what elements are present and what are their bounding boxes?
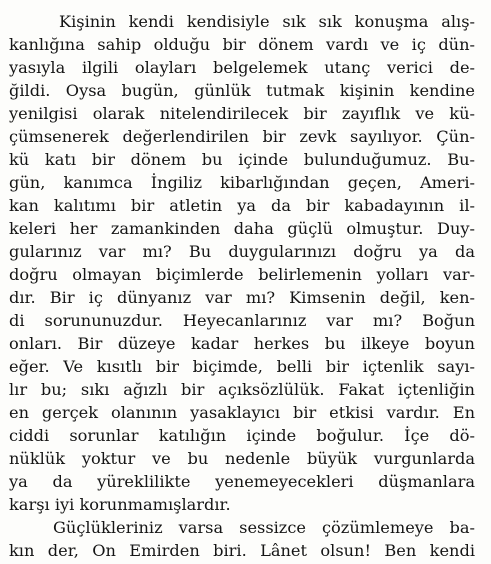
text-line: karşı iyi korunmamışlardır. (9, 495, 231, 514)
text-line: keleri her zamankinden daha güçlü olmuştur. Duy- (9, 219, 475, 238)
text-line: en gerçek olanının yasaklayıcı bir etkisi vardır. En (9, 403, 475, 422)
text-line: kın der, On Emirden biri. Lânet olsun! Ben kendi (9, 541, 475, 560)
text-line: çümsenerek değerlendirilen bir zevk sayılıyor. Çün- (9, 127, 475, 146)
text-line: kan kalıtımı bir atletin ya da bir kabadayının il- (9, 196, 475, 215)
text-line: dır. Bir iç dünyanız var mı? Kimsenin değil, ken- (9, 288, 475, 307)
text-line: yasıyla ilgili olayları belgelemek utanç verici de- (9, 58, 475, 77)
text-line: lır bu; sıkı ağızlı bir açıksözlülük. Fakat içtenliğin (9, 380, 475, 399)
text-line: ya da yüreklilikte yenemeyecekleri düşmanlara (9, 472, 475, 491)
text-line: kanlığına sahip olduğu bir dönem vardı ve iç dün- (9, 35, 475, 54)
text-line: Kişinin kendi kendisiyle sık sık konuşma alış- (59, 12, 475, 31)
text-line: nüklük yoktur ve bu nedenle büyük vurgunlarda (9, 449, 475, 468)
text-line: Güçlükleriniz varsa sessizce çözümlemeye ba- (53, 518, 475, 537)
text-line: di sorununuzdur. Heyecanlarınız var mı? Boğun (9, 311, 475, 330)
text-line: kü katı bir dönem bu içinde bulunduğumuz. Bu- (9, 150, 475, 169)
body-text (9, 10, 475, 562)
text-line: yenilgisi olarak nitelendirilecek bir zayıflık ve kü- (9, 104, 475, 123)
text-line: ciddi sorunlar katılığın içinde boğulur. İçe dö- (9, 426, 475, 445)
text-line: onları. Bir düzeye kadar herkes bu ilkeye boyun (9, 334, 475, 353)
text-line: ğildi. Oysa bugün, günlük tutmak kişinin kendine (9, 81, 475, 100)
text-line: gularınız var mı? Bu duygularınızı doğru ya da (9, 242, 475, 261)
text-line: gün, kanımca İngiliz kibarlığından geçen, Ameri- (9, 173, 475, 192)
text-line: eğer. Ve kısıtlı bir biçimde, belli bir içtenlik sayı- (9, 357, 475, 376)
text-line: doğru olmayan biçimlerde belirlemenin yolları var- (9, 265, 475, 284)
